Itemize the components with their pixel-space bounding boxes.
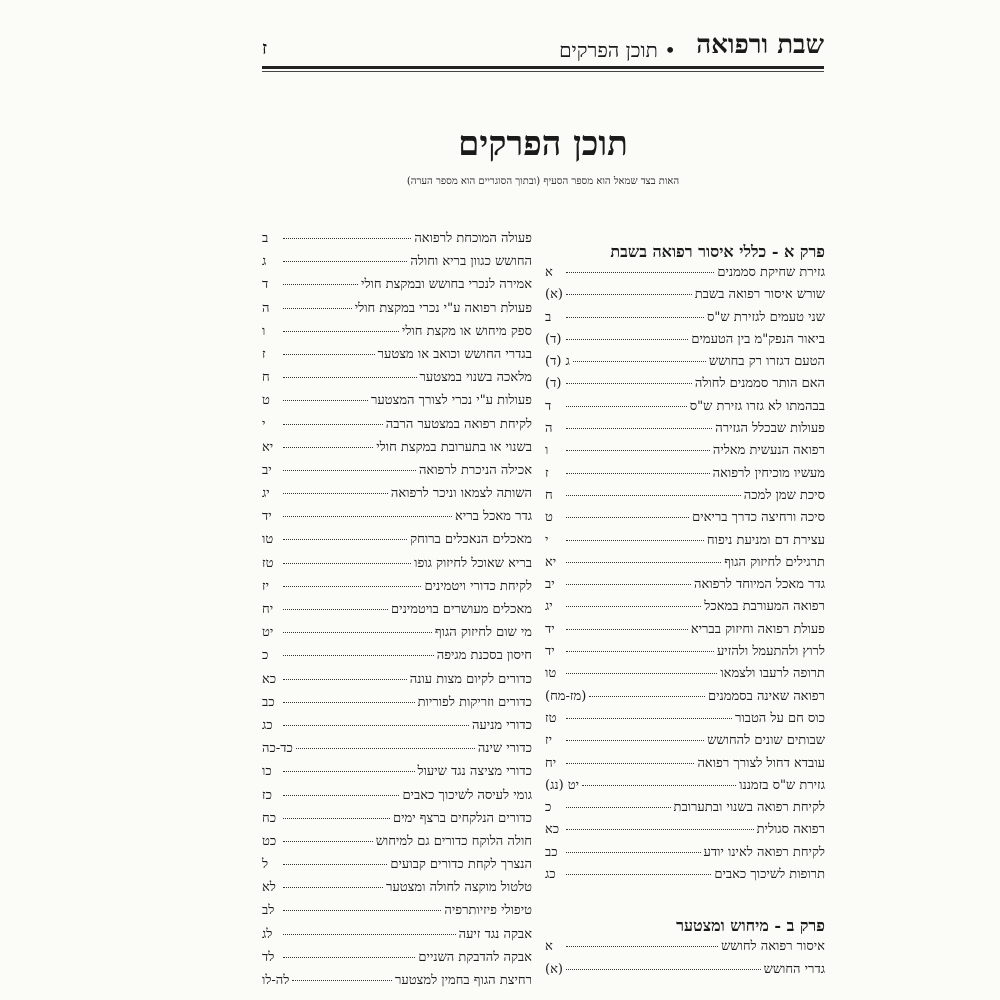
dot-leader <box>566 852 701 853</box>
section-title: • תוכן הפרקים <box>559 38 676 62</box>
entry-reference: י <box>545 532 549 548</box>
toc-entry <box>545 665 825 687</box>
entry-title: הטעם דגזרו רק בחושש <box>708 354 825 370</box>
entry-reference: (א) <box>545 287 563 303</box>
entry-reference: כג <box>262 717 273 733</box>
chapter-a-title: פרק א - כללי איסור רפואה בשבת <box>610 242 825 261</box>
dot-leader <box>283 331 399 332</box>
entry-title: חולה הלוקח כדורים גם למיחוש <box>375 833 532 849</box>
entry-title: מאכלים מעושרים בויטמינים <box>391 602 532 617</box>
dot-leader <box>283 632 432 633</box>
toc-entry <box>545 777 825 799</box>
dot-leader <box>296 748 475 749</box>
toc-entry <box>262 926 532 949</box>
entry-title: שני טעמים לגזירת ש"ס <box>707 309 825 325</box>
dot-leader <box>566 874 711 875</box>
dot-leader <box>283 655 434 656</box>
header-rule <box>262 66 824 69</box>
entry-title: האם הותר סממנים לחולה <box>694 376 825 392</box>
entry-title: לרוץ ולהתעמל ולהזיע <box>716 644 825 660</box>
entry-title: רחיצת הגוף בחמין למצטער <box>394 973 532 988</box>
dot-leader <box>582 785 736 786</box>
chapter-b-entries <box>545 938 825 983</box>
entry-reference: כד-כה <box>262 741 293 757</box>
toc-entry <box>262 833 532 856</box>
dot-leader <box>566 317 704 318</box>
entry-title: גדר מאכל המיוחד לרפואה <box>693 577 825 593</box>
entry-reference: כז <box>262 787 272 803</box>
entry-reference: (ד) <box>545 331 562 347</box>
entry-title: גדר מאכל בריא <box>455 509 532 525</box>
chapter-b-title: פרק ב - מיחוש ומצטער <box>676 916 825 936</box>
entry-title: עצירת דם ומניעת ניפוח <box>706 532 825 548</box>
entry-reference: טו <box>262 532 274 548</box>
entry-title: פעולה המוכחת לרפואה <box>414 231 532 246</box>
entry-reference: לג <box>262 926 273 942</box>
toc-entry <box>545 286 825 308</box>
toc-entry <box>262 717 532 740</box>
dot-leader <box>566 946 718 947</box>
entry-title: טיפולי פיזיותרפיה <box>444 903 532 919</box>
toc-entry <box>545 353 825 375</box>
dot-leader <box>283 795 399 796</box>
entry-reference: א <box>545 265 553 280</box>
entry-reference: כא <box>545 822 560 838</box>
toc-entry <box>262 787 532 810</box>
dot-leader <box>283 493 388 494</box>
entry-title: בבהמתו לא גזרו גזירת ש"ס <box>689 398 825 414</box>
dot-leader <box>283 424 383 425</box>
dot-leader <box>283 887 383 888</box>
dot-leader <box>566 651 714 652</box>
dot-leader <box>566 428 712 429</box>
toc-entry <box>262 763 532 786</box>
entry-title: לקיחת כדורי ויטמינים <box>424 578 532 594</box>
toc-entry <box>545 309 825 331</box>
dot-leader <box>566 718 732 719</box>
dot-leader <box>283 841 373 842</box>
toc-entry <box>545 375 825 397</box>
dot-leader <box>283 539 407 540</box>
toc-entry <box>545 420 825 442</box>
toc-entry <box>545 755 825 777</box>
page-note: האות בצד שמאל הוא מספר הסעיף (ובתוך הסוגריים הוא מספר הערה) <box>406 176 680 187</box>
dot-leader <box>283 725 469 726</box>
entry-title: כדורי מניעה <box>471 717 532 733</box>
entry-title: תרגילים לחיזוק הגוף <box>724 554 825 570</box>
toc-entry <box>545 821 825 843</box>
entry-reference: כב <box>262 694 275 710</box>
toc-entry <box>262 323 532 346</box>
entry-reference: ג <box>262 254 267 270</box>
toc-entry <box>545 732 825 754</box>
entry-reference: יא <box>262 439 274 455</box>
toc-entry <box>545 643 825 665</box>
toc-entry <box>262 369 532 392</box>
toc-entry <box>545 598 825 620</box>
entry-reference: כב <box>545 844 558 860</box>
entry-reference: יד <box>545 644 555 660</box>
toc-entry <box>545 844 825 866</box>
toc-entry <box>545 554 825 576</box>
entry-reference: א <box>545 939 553 955</box>
chapter-a-entries <box>545 264 825 888</box>
entry-title: כדורים וזריקות לפוריות <box>417 694 532 710</box>
entry-title: בשנוי או בתערובת במקצת חולי <box>376 439 532 455</box>
toc-entry <box>262 671 532 694</box>
dot-leader <box>566 584 691 585</box>
dot-leader <box>573 361 706 362</box>
entry-reference: ל <box>262 857 269 873</box>
entry-reference: ד <box>262 277 269 293</box>
header-rule-thin <box>262 71 824 72</box>
entry-reference: כ <box>545 800 552 816</box>
toc-entry <box>262 462 532 485</box>
toc-entry <box>262 230 532 253</box>
toc-entry <box>262 555 532 578</box>
entry-reference: כח <box>262 810 277 826</box>
toc-entry <box>262 276 532 299</box>
entry-reference: יז <box>262 578 270 594</box>
toc-entry <box>262 694 532 717</box>
entry-title: מלאכה בשנוי במצטער <box>419 370 532 386</box>
entry-reference: (ד) <box>545 376 562 392</box>
entry-title: גזירת שחיקת סממנים <box>717 265 825 280</box>
entry-reference: יג <box>545 599 553 615</box>
entry-title: פעולות שבכלל הגזירה <box>715 421 825 437</box>
entry-title: תרופה לרעבו ולצמאו <box>720 666 825 682</box>
toc-entry <box>262 902 532 925</box>
dot-leader <box>283 377 417 378</box>
toc-entry <box>262 647 532 670</box>
entry-title: עובדא דחול לצורך רפואה <box>697 755 825 771</box>
entry-title: רפואה סגולית <box>756 822 825 838</box>
entry-reference: ד <box>545 398 552 414</box>
dot-leader <box>283 586 421 587</box>
dot-leader <box>566 562 721 563</box>
entry-reference: לה-לו <box>262 973 290 988</box>
dot-leader <box>283 400 368 401</box>
entry-reference: כ <box>262 648 269 664</box>
entry-reference: לב <box>262 903 275 919</box>
entry-title: רפואה הנעשית מאליה <box>712 443 825 459</box>
entry-reference: ב <box>545 309 552 325</box>
entry-reference: טז <box>545 710 557 726</box>
entry-title: לקיחת רפואה לאינו יודע <box>703 844 825 860</box>
entry-title: כדורי שינה <box>477 741 532 757</box>
dot-leader <box>283 771 415 772</box>
entry-title: פעולות ע"י נכרי לצורך המצטער <box>370 393 532 409</box>
dot-leader <box>566 294 692 295</box>
entry-reference: ה <box>262 300 270 316</box>
dot-leader <box>283 609 388 610</box>
entry-title: אכילה הניכרת לרפואה <box>418 462 532 478</box>
dot-leader <box>283 910 441 911</box>
entry-title: כדורים לקיום מצות עונה <box>409 671 532 687</box>
toc-entry <box>262 346 532 369</box>
toc-entry <box>545 532 825 554</box>
entry-title: פעולת רפואה ע"י נכרי במקצת חולי <box>354 300 532 316</box>
dot-leader <box>566 406 687 407</box>
dot-leader <box>283 563 411 564</box>
entry-title: גזירת ש"ס בזמננו <box>739 777 825 793</box>
entry-title: גומי לעיסה לשיכוך כאבים <box>402 787 532 803</box>
dot-leader <box>283 957 415 958</box>
toc-entry <box>262 810 532 833</box>
toc-entry <box>545 938 825 960</box>
page-title: תוכן הפרקים <box>458 124 628 164</box>
dot-leader <box>283 934 456 935</box>
entry-title: אבקה נגד זיעה <box>458 926 532 942</box>
entry-title: סיכת שמן למכה <box>743 487 825 503</box>
entry-title: ביאור הנפק"מ בין הטעמים <box>691 331 825 347</box>
continued-entries <box>262 230 532 995</box>
entry-reference: ה <box>545 421 553 437</box>
entry-title: אמירה לנכרי בחושש ובמקצת חולי <box>361 277 532 293</box>
toc-entry <box>545 509 825 531</box>
entry-reference: ט <box>545 510 553 526</box>
dot-leader <box>283 261 407 262</box>
toc-entry <box>262 856 532 879</box>
toc-entry <box>262 485 532 508</box>
dot-leader <box>566 339 688 340</box>
entry-reference: כו <box>262 764 272 780</box>
toc-entry <box>545 487 825 509</box>
entry-reference: ט <box>262 393 270 409</box>
dot-leader <box>566 829 754 830</box>
entry-reference: י <box>262 416 266 432</box>
dot-leader <box>566 807 671 808</box>
entry-title: איסור רפואה לחושש <box>721 939 825 955</box>
entry-title: בריא שאוכל לחיזוק גופו <box>414 555 532 571</box>
entry-reference: ו <box>262 323 266 339</box>
dot-leader <box>566 969 761 970</box>
book-title: שבת ורפואה <box>696 30 824 60</box>
entry-title: כוס חם על הטבור <box>734 710 825 726</box>
entry-title: טלטול מוקצה לחולה ומצטער <box>386 880 532 896</box>
entry-title: מאכלים הנאכלים ברוחק <box>410 532 532 548</box>
entry-title: מי שום לחיזוק הגוף <box>434 625 532 641</box>
dot-leader <box>283 516 452 517</box>
dot-leader <box>566 450 710 451</box>
entry-title: אבקה להדבקת השניים <box>418 949 532 965</box>
entry-reference: ח <box>262 370 270 386</box>
toc-entry <box>545 688 825 710</box>
dot-leader <box>283 354 375 355</box>
dot-leader <box>283 308 352 309</box>
entry-reference: טו <box>545 666 557 682</box>
dot-leader <box>566 473 710 474</box>
toc-left-column <box>262 230 532 995</box>
entry-reference: יט (נג) <box>545 777 580 793</box>
toc-entry <box>545 866 825 888</box>
entry-title: פעולת רפואה וחיזוק בבריא <box>690 621 825 637</box>
toc-entry <box>262 578 532 601</box>
dot-leader <box>283 470 416 471</box>
entry-reference: לד <box>262 949 275 965</box>
entry-reference: יח <box>262 602 274 617</box>
entry-reference: ב <box>262 231 269 246</box>
entry-reference: יח <box>545 755 557 771</box>
dot-leader <box>283 679 407 680</box>
dot-leader <box>566 495 741 496</box>
dot-leader <box>283 284 358 285</box>
toc-entry <box>262 879 532 902</box>
entry-reference: ז <box>262 346 266 362</box>
entry-reference: יד <box>262 509 272 525</box>
entry-reference: יג <box>262 486 270 502</box>
toc-entry <box>545 264 825 286</box>
dot-leader <box>566 272 714 273</box>
toc-entry <box>262 624 532 647</box>
entry-reference: יט <box>262 625 274 641</box>
dot-leader <box>292 980 392 981</box>
dot-leader <box>566 383 692 384</box>
entry-title: רפואה המעורבת במאכל <box>704 599 825 615</box>
toc-entry <box>262 508 532 531</box>
dot-leader <box>283 447 373 448</box>
entry-title: רפואה שאינה בסממנים <box>707 688 825 704</box>
toc-entry <box>262 416 532 439</box>
dot-leader <box>283 238 411 239</box>
entry-reference: יד <box>545 621 555 637</box>
dot-leader <box>589 696 705 697</box>
entry-reference: ו <box>545 443 549 459</box>
entry-title: כדורים הנלקחים ברצף ימים <box>392 810 532 826</box>
toc-entry <box>545 961 825 983</box>
toc-entry <box>262 949 532 972</box>
entry-title: כדורי מציצה נגד שיעול <box>417 764 532 780</box>
entry-reference: (א) <box>545 961 563 977</box>
entry-title: חיסון בסכנת מגיפה <box>436 648 532 664</box>
entry-title: לקיחת רפואה בשנוי ובתערובת <box>673 800 825 816</box>
toc-entry <box>545 710 825 732</box>
dot-leader <box>566 606 701 607</box>
entry-reference: טז <box>262 555 274 571</box>
entry-title: השותה לצמאו וניכר לרפואה <box>390 486 532 502</box>
dot-leader <box>283 818 390 819</box>
entry-title: שבותים שונים להחושש <box>707 733 825 749</box>
toc-entry <box>262 740 532 763</box>
dot-leader <box>283 864 387 865</box>
entry-title: שורש איסור רפואה בשבת <box>694 287 825 303</box>
toc-entry <box>262 253 532 276</box>
entry-reference: יז <box>545 733 553 749</box>
entry-reference: לא <box>262 880 276 896</box>
toc-entry <box>545 465 825 487</box>
entry-title: החושש כגוון בריא וחולה <box>410 254 532 270</box>
entry-title: גדרי החושש <box>763 961 825 977</box>
toc-right-column <box>545 240 825 983</box>
entry-reference: ז <box>545 465 549 481</box>
entry-reference: (מז-מח) <box>545 688 587 704</box>
entry-title: מעשיו מוכיחין לרפואה <box>712 465 825 481</box>
toc-entry <box>545 621 825 643</box>
toc-entry <box>262 439 532 462</box>
toc-entry <box>545 576 825 598</box>
entry-reference: יא <box>545 554 557 570</box>
dot-leader <box>566 517 689 518</box>
entry-title: סיכה ורחיצה כדרך בריאים <box>692 510 825 526</box>
entry-reference: כג <box>545 867 556 883</box>
toc-entry <box>262 531 532 554</box>
entry-title: בגדרי החושש וכואב או מצטער <box>377 346 532 362</box>
entry-reference: ג (ד) <box>545 354 570 370</box>
toc-entry <box>545 799 825 821</box>
entry-reference: ח <box>545 487 553 503</box>
toc-entry <box>545 331 825 353</box>
entry-title: הנצרך לקחת כדורים קבועים <box>390 857 532 873</box>
dot-leader <box>566 540 704 541</box>
dot-leader <box>566 673 717 674</box>
entry-reference: יב <box>545 577 555 593</box>
toc-entry <box>262 300 532 323</box>
entry-reference: יב <box>262 462 272 478</box>
toc-entry <box>545 398 825 420</box>
entry-title: ספק מיחוש או מקצת חולי <box>401 323 532 339</box>
entry-reference: כא <box>262 671 277 687</box>
dot-leader <box>566 740 704 741</box>
toc-entry <box>262 392 532 415</box>
toc-entry <box>262 972 532 995</box>
dot-leader <box>283 702 415 703</box>
toc-entry <box>262 601 532 624</box>
entry-title: לקיחת רפואה במצטער הרבה <box>385 416 532 432</box>
page-number: ז <box>262 38 268 59</box>
toc-entry <box>545 442 825 464</box>
entry-title: תרופות לשיכוך כאבים <box>714 867 825 883</box>
entry-reference: כט <box>262 833 277 849</box>
dot-leader <box>566 629 688 630</box>
dot-leader <box>566 763 694 764</box>
